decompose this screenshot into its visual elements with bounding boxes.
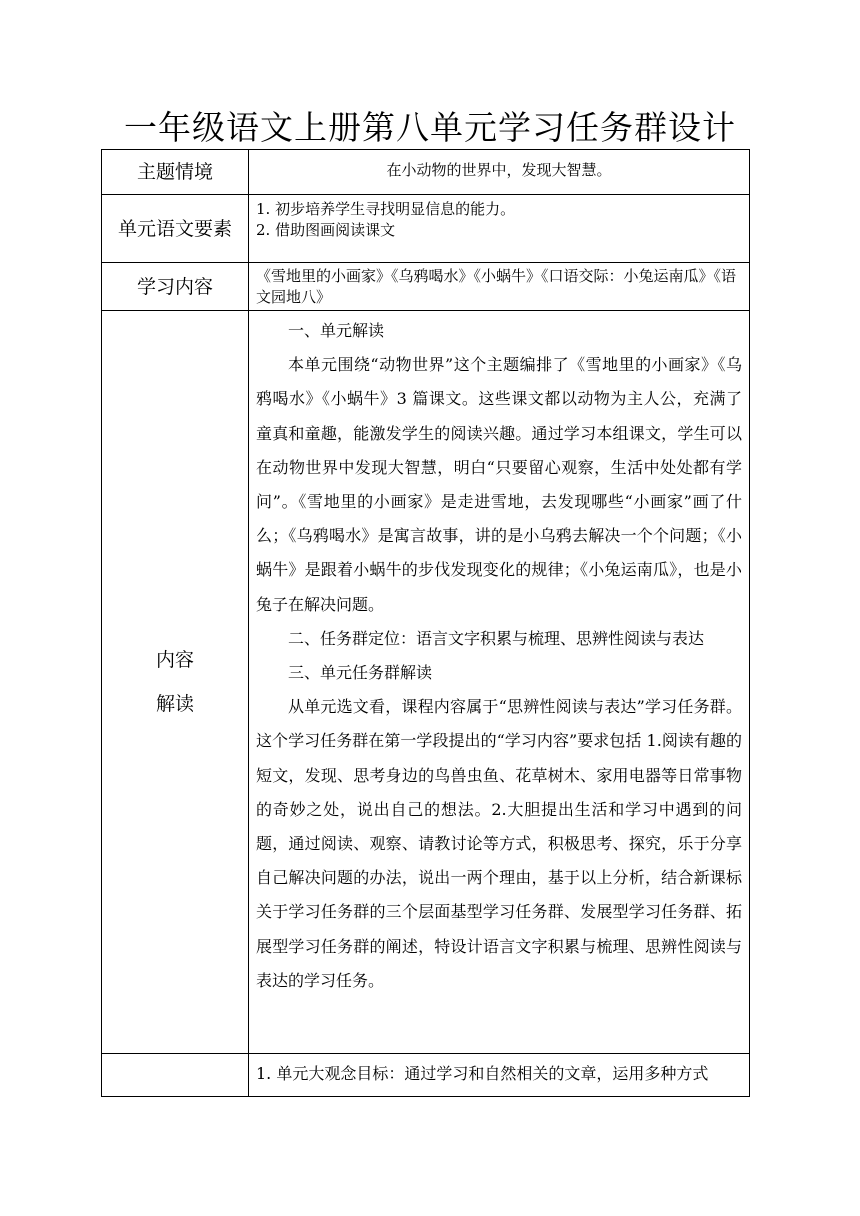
analysis-paragraph-2: 从单元选文看，课程内容属于“思辨性阅读与表达”学习任务群。这个学习任务群在第一学段提出的“学习内容”要求包括 1.阅读有趣的短文，发现、思考身边的鸟兽虫鱼、花草树木、家用电器等日常事物的奇妙之处，说出自己的想法。2.大胆提出生活和学习中遇到的问题，通过阅读、观察、请教讨论等方式，积极思考、探究，乐于分享自己解决问题的办法，说出一两个理由，基于以上分析，结合新课标关于学习任务群的三个层面基型学习任务群、发展型学习任务群、拓展型学习任务群的阐述，特设计语言文字积累与梳理、思辨性阅读与表达的学习任务。 — [256, 697, 742, 990]
table-row-elements — [102, 195, 750, 263]
goals-value: 1. 单元大观念目标：通过学习和自然相关的文章，运用多种方式 — [249, 1054, 750, 1097]
analysis-body — [249, 311, 750, 1054]
analysis-heading-3: 三、单元任务群解读 — [288, 663, 433, 683]
table-row-theme — [102, 150, 750, 195]
page-title: 一年级语文上册第八单元学习任务群设计 — [124, 108, 736, 147]
table-row-analysis — [102, 311, 750, 1054]
analysis-heading-2: 二、任务群定位：语言文字积累与梳理、思辨性阅读与表达 — [288, 628, 705, 648]
table-row-content — [102, 263, 750, 311]
elements-item-2: 2. 借助图画阅读课文 — [256, 221, 396, 239]
theme-value: 在小动物的世界中，发现大智慧。 — [249, 150, 750, 195]
elements-item-1: 1. 初步培养学生寻找明显信息的能力。 — [256, 200, 516, 218]
analysis-paragraph-1: 本单元围绕“动物世界”这个主题编排了《雪地里的小画家》《乌鸦喝水》《小蜗牛》3 篇课文。这些课文都以动物为主人公，充满了童真和童趣，能激发学生的阅读兴趣。通过学习本组课文，学生可以在动物世界中发现大智慧，明白“只要留心观察，生活中处处都有学问”。《雪地里的小画家》是走进雪地，去发现哪些“小画家”画了什么；《乌鸦喝水》是寓言故事，讲的是小乌鸦去解决一个个问题；《小蜗牛》是跟着小蜗牛的步伐发现变化的规律；《小兔运南瓜》，也是小兔子在解决问题。 — [256, 355, 742, 614]
goals-label — [102, 1054, 249, 1097]
content-value: 《雪地里的小画家》《乌鸦喝水》《小蜗牛》《口语交际：小兔运南瓜》《语文园地八》 — [249, 263, 750, 311]
analysis-label — [102, 311, 249, 1054]
theme-label: 主题情境 — [102, 150, 249, 195]
elements-value — [249, 195, 750, 263]
content-label: 学习内容 — [102, 263, 249, 311]
elements-label: 单元语文要素 — [102, 195, 249, 263]
unit-design-table — [101, 149, 750, 1097]
analysis-label-line2: 解读 — [155, 693, 194, 715]
analysis-heading-1: 一、单元解读 — [288, 321, 385, 340]
table-row-goals — [102, 1054, 750, 1097]
analysis-label-line1: 内容 — [155, 649, 194, 671]
